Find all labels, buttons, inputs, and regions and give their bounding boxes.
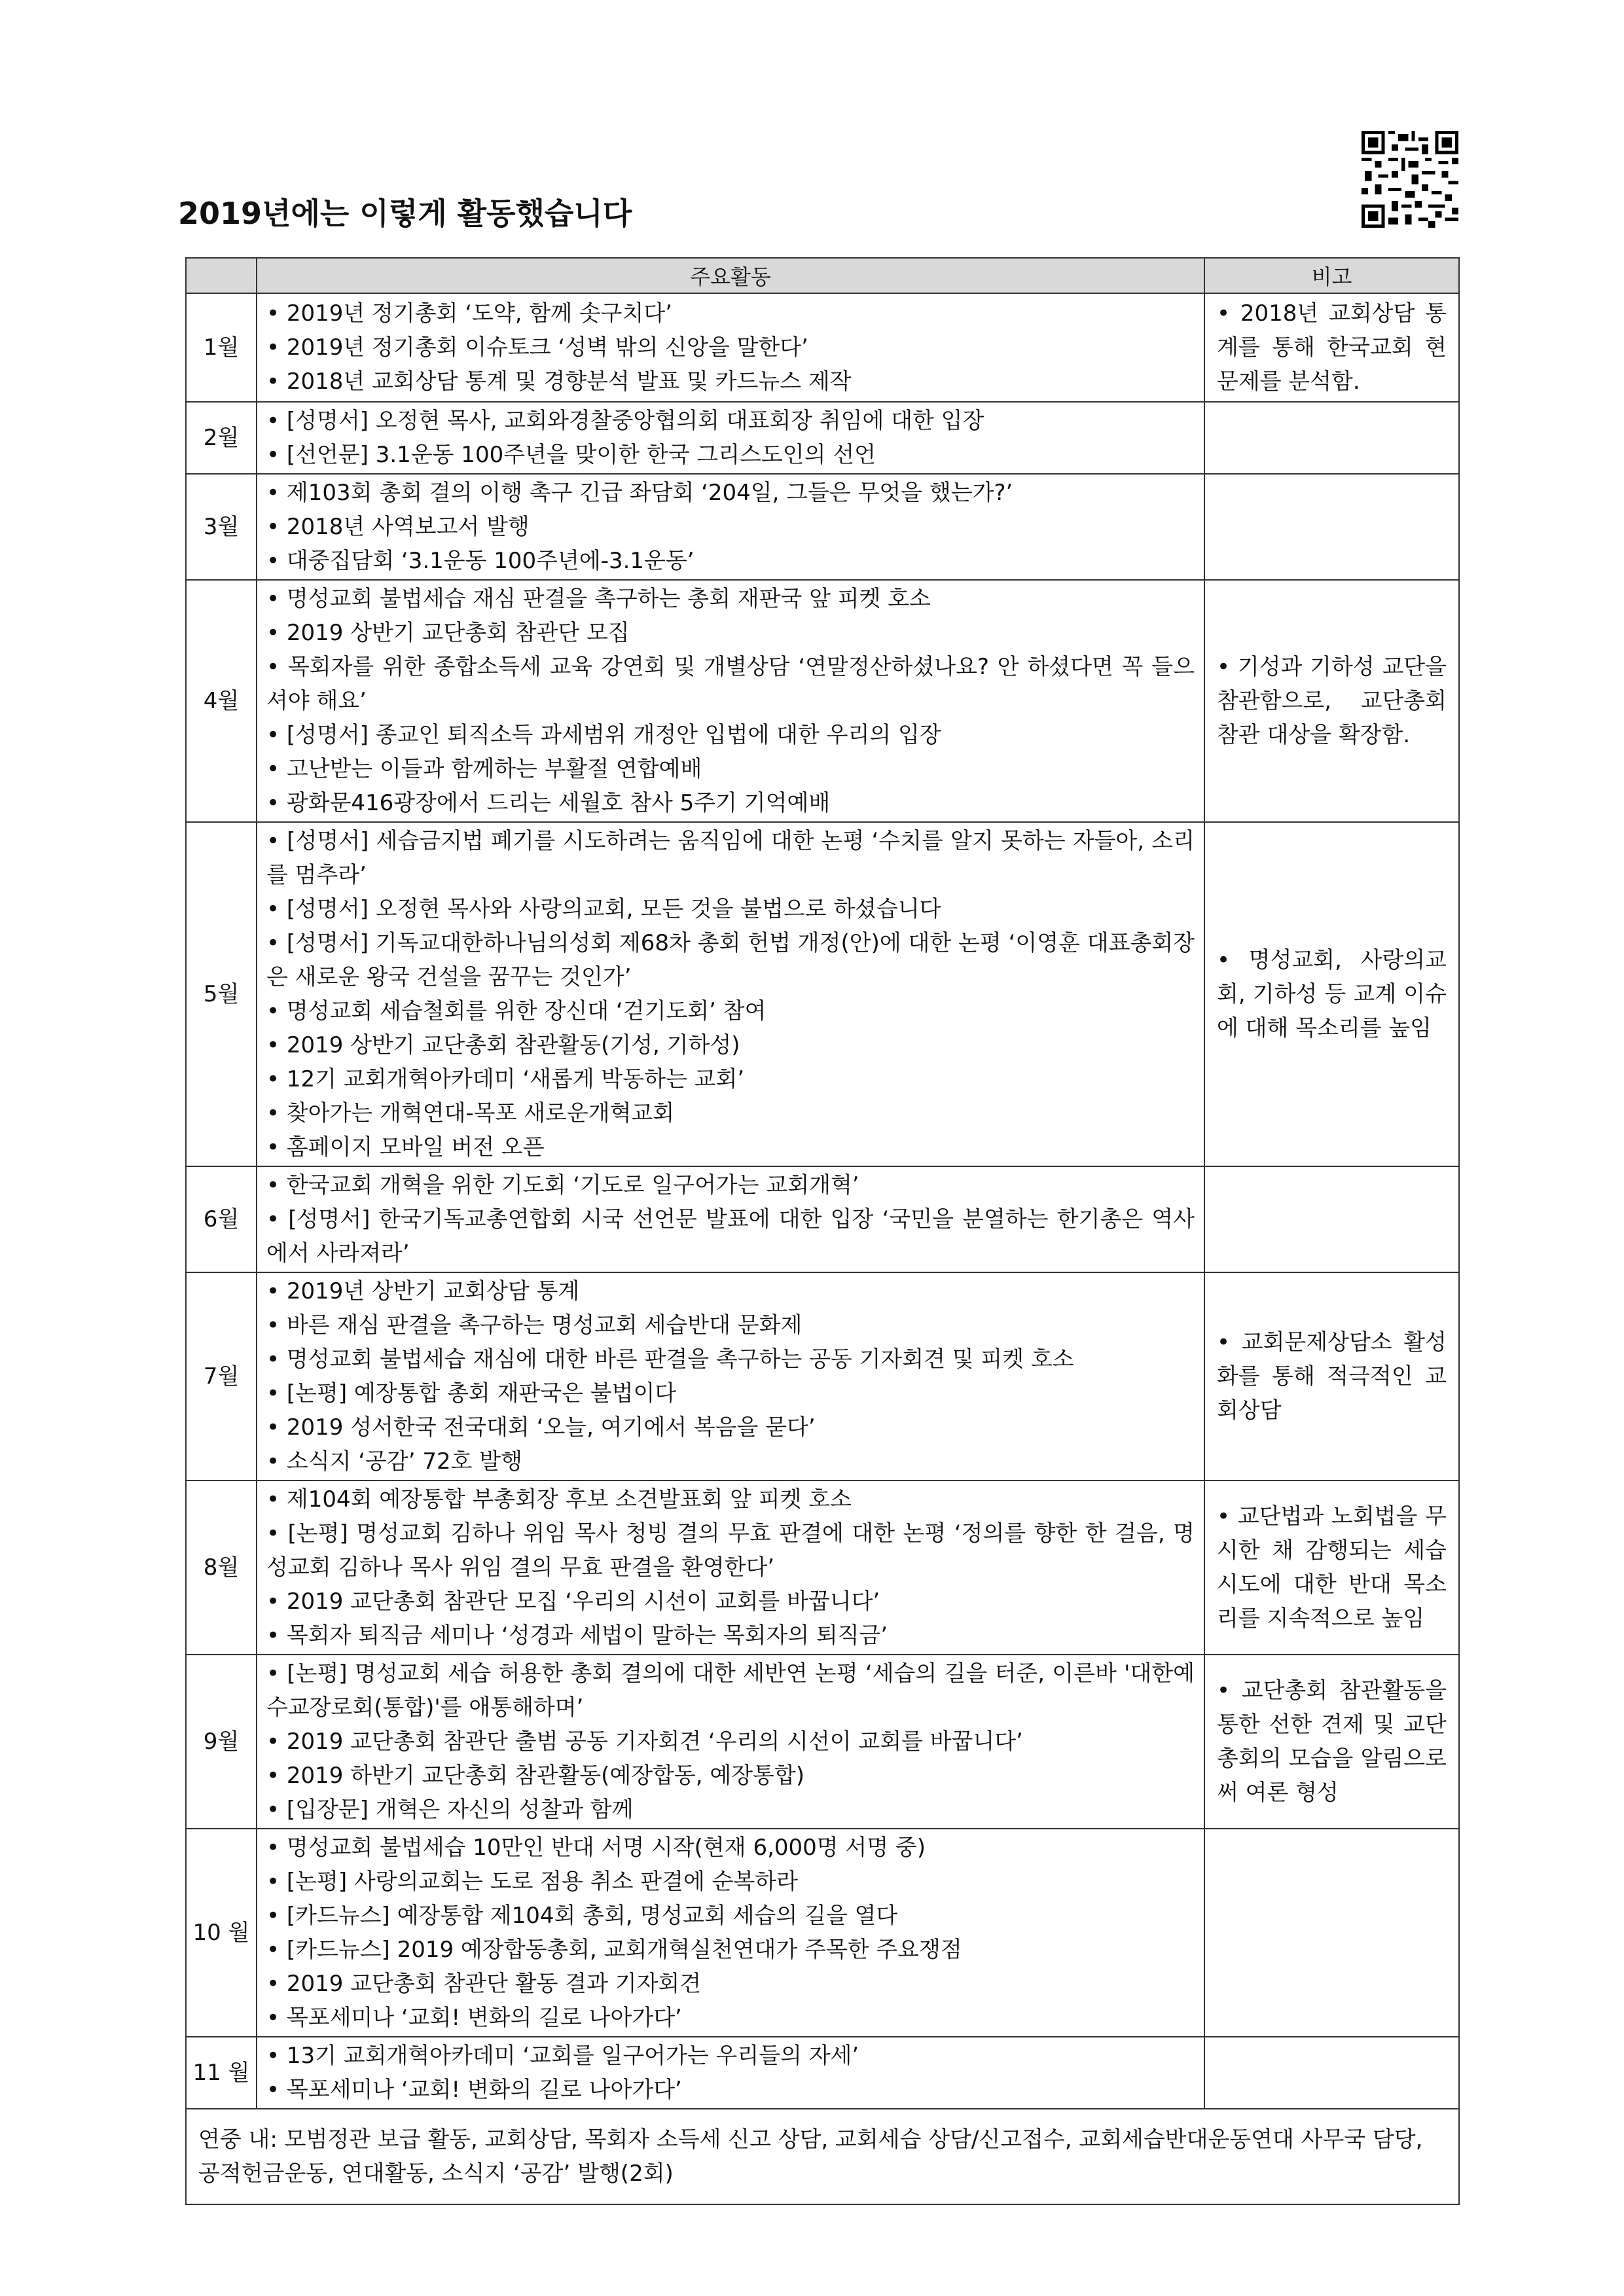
month-cell: 2월 bbox=[186, 402, 257, 474]
table-row bbox=[186, 1272, 1459, 1480]
activity-item: • 2019년 정기총회 ‘도약, 함께 솟구치다’ bbox=[266, 296, 1195, 331]
activity-item: • 2018년 사역보고서 발행 bbox=[266, 510, 1195, 544]
activity-list bbox=[266, 824, 1195, 1164]
note-text: • 교단법과 노회법을 무시한 채 감행되는 세습시도에 대한 반대 목소리를 지속적으로 높임 bbox=[1217, 1499, 1447, 1636]
activity-item: • [성명서] 세습금지법 폐기를 시도하려는 움직임에 대한 논평 ‘수치를 알지 못하는 자들아, 소리를 멈추라’ bbox=[266, 824, 1195, 892]
activity-item: • 2019 상반기 교단총회 참관단 모집 bbox=[266, 616, 1195, 650]
activity-item: • [카드뉴스] 2019 예장합동총회, 교회개혁실천연대가 주목한 주요쟁점 bbox=[266, 1933, 1195, 1967]
table-row bbox=[186, 1655, 1459, 1829]
activity-item: • 광화문416광장에서 드리는 세월호 참사 5주기 기억예배 bbox=[266, 786, 1195, 820]
activity-list bbox=[266, 582, 1195, 820]
note-cell bbox=[1204, 402, 1459, 474]
activity-item: • 바른 재심 판결을 촉구하는 명성교회 세습반대 문화제 bbox=[266, 1308, 1195, 1342]
note-column-header: 비고 bbox=[1204, 258, 1459, 293]
activity-item: • 명성교회 불법세습 10만인 반대 서명 시작(현재 6,000명 서명 중) bbox=[266, 1831, 1195, 1865]
month-cell: 4월 bbox=[186, 580, 257, 822]
activity-table bbox=[185, 257, 1460, 2205]
activity-item: • [성명서] 종교인 퇴직소득 과세범위 개정안 입법에 대한 우리의 입장 bbox=[266, 718, 1195, 752]
activity-item: • [논평] 사랑의교회는 도로 점용 취소 판결에 순복하라 bbox=[266, 1865, 1195, 1899]
note-cell bbox=[1204, 1480, 1459, 1655]
activity-item: • 목포세미나 ‘교회! 변화의 길로 나아가다’ bbox=[266, 2001, 1195, 2035]
activity-item: • 2019 하반기 교단총회 참관활동(예장합동, 예장통합) bbox=[266, 1759, 1195, 1793]
activity-item: • [카드뉴스] 예장통합 제104회 총회, 명성교회 세습의 길을 열다 bbox=[266, 1899, 1195, 1933]
activity-item: • 12기 교회개혁아카데미 ‘새롭게 박동하는 교회’ bbox=[266, 1062, 1195, 1096]
activity-list bbox=[266, 1482, 1195, 1653]
note-cell bbox=[1204, 1655, 1459, 1829]
activity-item: • 2019 교단총회 참관단 출범 공동 기자회견 ‘우리의 시선이 교회를 바꿉니다’ bbox=[266, 1725, 1195, 1759]
month-cell: 8월 bbox=[186, 1480, 257, 1655]
activity-item: • 목회자 퇴직금 세미나 ‘성경과 세법이 말하는 목회자의 퇴직금’ bbox=[266, 1619, 1195, 1653]
year-round-activities: 연중 내: 모범정관 보급 활동, 교회상담, 목회자 소득세 신고 상담, 교회세습 상담/신고접수, 교회세습반대운동연대 사무국 담당, 공적헌금운동, 연대활동, 소식지 ‘공감’ 발행(2회) bbox=[186, 2109, 1459, 2204]
activity-item: • 소식지 ‘공감’ 72호 발행 bbox=[266, 1444, 1195, 1479]
activity-item: • 2018년 교회상담 통계 및 경향분석 발표 및 카드뉴스 제작 bbox=[266, 365, 1195, 399]
activity-list bbox=[266, 1657, 1195, 1827]
month-cell: 1월 bbox=[186, 293, 257, 402]
note-cell bbox=[1204, 1829, 1459, 2037]
table-row bbox=[186, 1480, 1459, 1655]
table-row bbox=[186, 293, 1459, 402]
activity-list bbox=[266, 476, 1195, 578]
activity-item: • 명성교회 불법세습 재심 판결을 촉구하는 총회 재판국 앞 피켓 호소 bbox=[266, 582, 1195, 616]
activity-item: • 제103회 총회 결의 이행 촉구 긴급 좌담회 ‘204일, 그들은 무엇을 했는가?’ bbox=[266, 476, 1195, 510]
activity-item: • 목포세미나 ‘교회! 변화의 길로 나아가다’ bbox=[266, 2073, 1195, 2107]
activity-item: • [논평] 예장통합 총회 재판국은 불법이다 bbox=[266, 1376, 1195, 1410]
activity-item: • 찾아가는 개혁연대-목포 새로운개혁교회 bbox=[266, 1096, 1195, 1130]
activity-item: • 명성교회 불법세습 재심에 대한 바른 판결을 촉구하는 공동 기자회견 및 피켓 호소 bbox=[266, 1342, 1195, 1376]
note-text: • 기성과 기하성 교단을 참관함으로, 교단총회 참관 대상을 확장함. bbox=[1217, 650, 1447, 752]
activity-list bbox=[266, 1168, 1195, 1270]
month-cell: 7월 bbox=[186, 1272, 257, 1480]
main-activity-column-header: 주요활동 bbox=[257, 258, 1204, 293]
activities-cell bbox=[257, 580, 1204, 822]
table-row bbox=[186, 474, 1459, 580]
activity-item: • 2019년 상반기 교회상담 통계 bbox=[266, 1274, 1195, 1308]
activities-cell bbox=[257, 2037, 1204, 2109]
activities-cell bbox=[257, 474, 1204, 580]
activity-item: • [성명서] 한국기독교총연합회 시국 선언문 발표에 대한 입장 ‘국민을 분열하는 한기총은 역사에서 사라져라’ bbox=[266, 1202, 1195, 1270]
activity-item: • [논평] 명성교회 김하나 위임 목사 청빙 결의 무효 판결에 대한 논평 ‘정의를 향한 한 걸음, 명성교회 김하나 목사 위임 결의 무효 판결을 환영한다’ bbox=[266, 1516, 1195, 1585]
note-cell bbox=[1204, 1272, 1459, 1480]
table-row bbox=[186, 580, 1459, 822]
activity-item: • 2019 교단총회 참관단 모집 ‘우리의 시선이 교회를 바꿉니다’ bbox=[266, 1585, 1195, 1619]
note-cell bbox=[1204, 1166, 1459, 1272]
activity-item: • [성명서] 오정현 목사와 사랑의교회, 모든 것을 불법으로 하셨습니다 bbox=[266, 892, 1195, 926]
note-cell bbox=[1204, 474, 1459, 580]
activities-cell bbox=[257, 293, 1204, 402]
activity-item: • [논평] 명성교회 세습 허용한 총회 결의에 대한 세반연 논평 ‘세습의 길을 터준, 이른바 '대한예수교장로회(통합)'를 애통해하며’ bbox=[266, 1657, 1195, 1725]
activity-item: • 목회자를 위한 종합소득세 교육 강연회 및 개별상담 ‘연말정산하셨나요? 안 하셨다면 꼭 들으셔야 해요’ bbox=[266, 650, 1195, 718]
table-row bbox=[186, 1829, 1459, 2037]
activities-cell bbox=[257, 1829, 1204, 2037]
note-text: • 교회문제상담소 활성화를 통해 적극적인 교회상담 bbox=[1217, 1325, 1447, 1427]
activities-cell bbox=[257, 822, 1204, 1166]
month-cell: 11 월 bbox=[186, 2037, 257, 2109]
table-body bbox=[186, 293, 1459, 2109]
footer-row bbox=[186, 2109, 1459, 2204]
activity-list bbox=[266, 296, 1195, 399]
activity-list bbox=[266, 1274, 1195, 1479]
table-header-row bbox=[186, 258, 1459, 293]
activity-item: • 2019 성서한국 전국대회 ‘오늘, 여기에서 복음을 묻다’ bbox=[266, 1410, 1195, 1444]
note-text: • 2018년 교회상담 통계를 통해 한국교회 현 문제를 분석함. bbox=[1217, 296, 1447, 399]
activities-cell bbox=[257, 1480, 1204, 1655]
activity-item: • 한국교회 개혁을 위한 기도회 ‘기도로 일구어가는 교회개혁’ bbox=[266, 1168, 1195, 1202]
activity-item: • 2019 상반기 교단총회 참관활동(기성, 기하성) bbox=[266, 1028, 1195, 1062]
note-cell bbox=[1204, 293, 1459, 402]
note-text: • 교단총회 참관활동을 통한 선한 견제 및 교단총회의 모습을 알림으로써 여론 형성 bbox=[1217, 1674, 1447, 1810]
activities-cell bbox=[257, 1655, 1204, 1829]
note-text: • 명성교회, 사랑의교회, 기하성 등 교계 이슈에 대해 목소리를 높임 bbox=[1217, 943, 1447, 1045]
activity-list bbox=[266, 2039, 1195, 2107]
activity-item: • 제104회 예장통합 부총회장 후보 소견발표회 앞 피켓 호소 bbox=[266, 1482, 1195, 1516]
activities-cell bbox=[257, 1272, 1204, 1480]
activity-item: • 고난받는 이들과 함께하는 부활절 연합예배 bbox=[266, 752, 1195, 786]
activity-list bbox=[266, 404, 1195, 472]
table-row bbox=[186, 2037, 1459, 2109]
activity-item: • [입장문] 개혁은 자신의 성찰과 함께 bbox=[266, 1793, 1195, 1827]
activity-item: • [선언문] 3.1운동 100주년을 맞이한 한국 그리스도인의 선언 bbox=[266, 438, 1195, 472]
month-cell: 3월 bbox=[186, 474, 257, 580]
activity-item: • 2019 교단총회 참관단 활동 결과 기자회견 bbox=[266, 1967, 1195, 2001]
table-row bbox=[186, 822, 1459, 1166]
activity-item: • [성명서] 오정현 목사, 교회와경찰중앙협의회 대표회장 취임에 대한 입장 bbox=[266, 404, 1195, 438]
month-cell: 5월 bbox=[186, 822, 257, 1166]
note-cell bbox=[1204, 580, 1459, 822]
note-cell bbox=[1204, 822, 1459, 1166]
activity-item: • 2019년 정기총회 이슈토크 ‘성벽 밖의 신앙을 말한다’ bbox=[266, 331, 1195, 365]
activity-item: • 명성교회 세습철회를 위한 장신대 ‘걷기도회’ 참여 bbox=[266, 994, 1195, 1028]
qr-code-icon bbox=[1362, 131, 1458, 228]
table-row bbox=[186, 1166, 1459, 1272]
month-cell: 10 월 bbox=[186, 1829, 257, 2037]
activity-list bbox=[266, 1831, 1195, 2035]
note-cell bbox=[1204, 2037, 1459, 2109]
month-cell: 6월 bbox=[186, 1166, 257, 1272]
activity-item: • [성명서] 기독교대한하나님의성회 제68차 총회 헌법 개정(안)에 대한 논평 ‘이영훈 대표총회장은 새로운 왕국 건설을 꿈꾸는 것인가’ bbox=[266, 926, 1195, 994]
month-cell: 9월 bbox=[186, 1655, 257, 1829]
activities-cell bbox=[257, 402, 1204, 474]
activity-item: • 대중집담회 ‘3.1운동 100주년에-3.1운동’ bbox=[266, 544, 1195, 578]
activity-item: • 홈페이지 모바일 버전 오픈 bbox=[266, 1130, 1195, 1164]
month-column-header bbox=[186, 258, 257, 293]
table-row bbox=[186, 402, 1459, 474]
page-title: 2019년에는 이렇게 활동했습니다 bbox=[178, 196, 632, 231]
activity-item: • 13기 교회개혁아카데미 ‘교회를 일구어가는 우리들의 자세’ bbox=[266, 2039, 1195, 2073]
activities-cell bbox=[257, 1166, 1204, 1272]
